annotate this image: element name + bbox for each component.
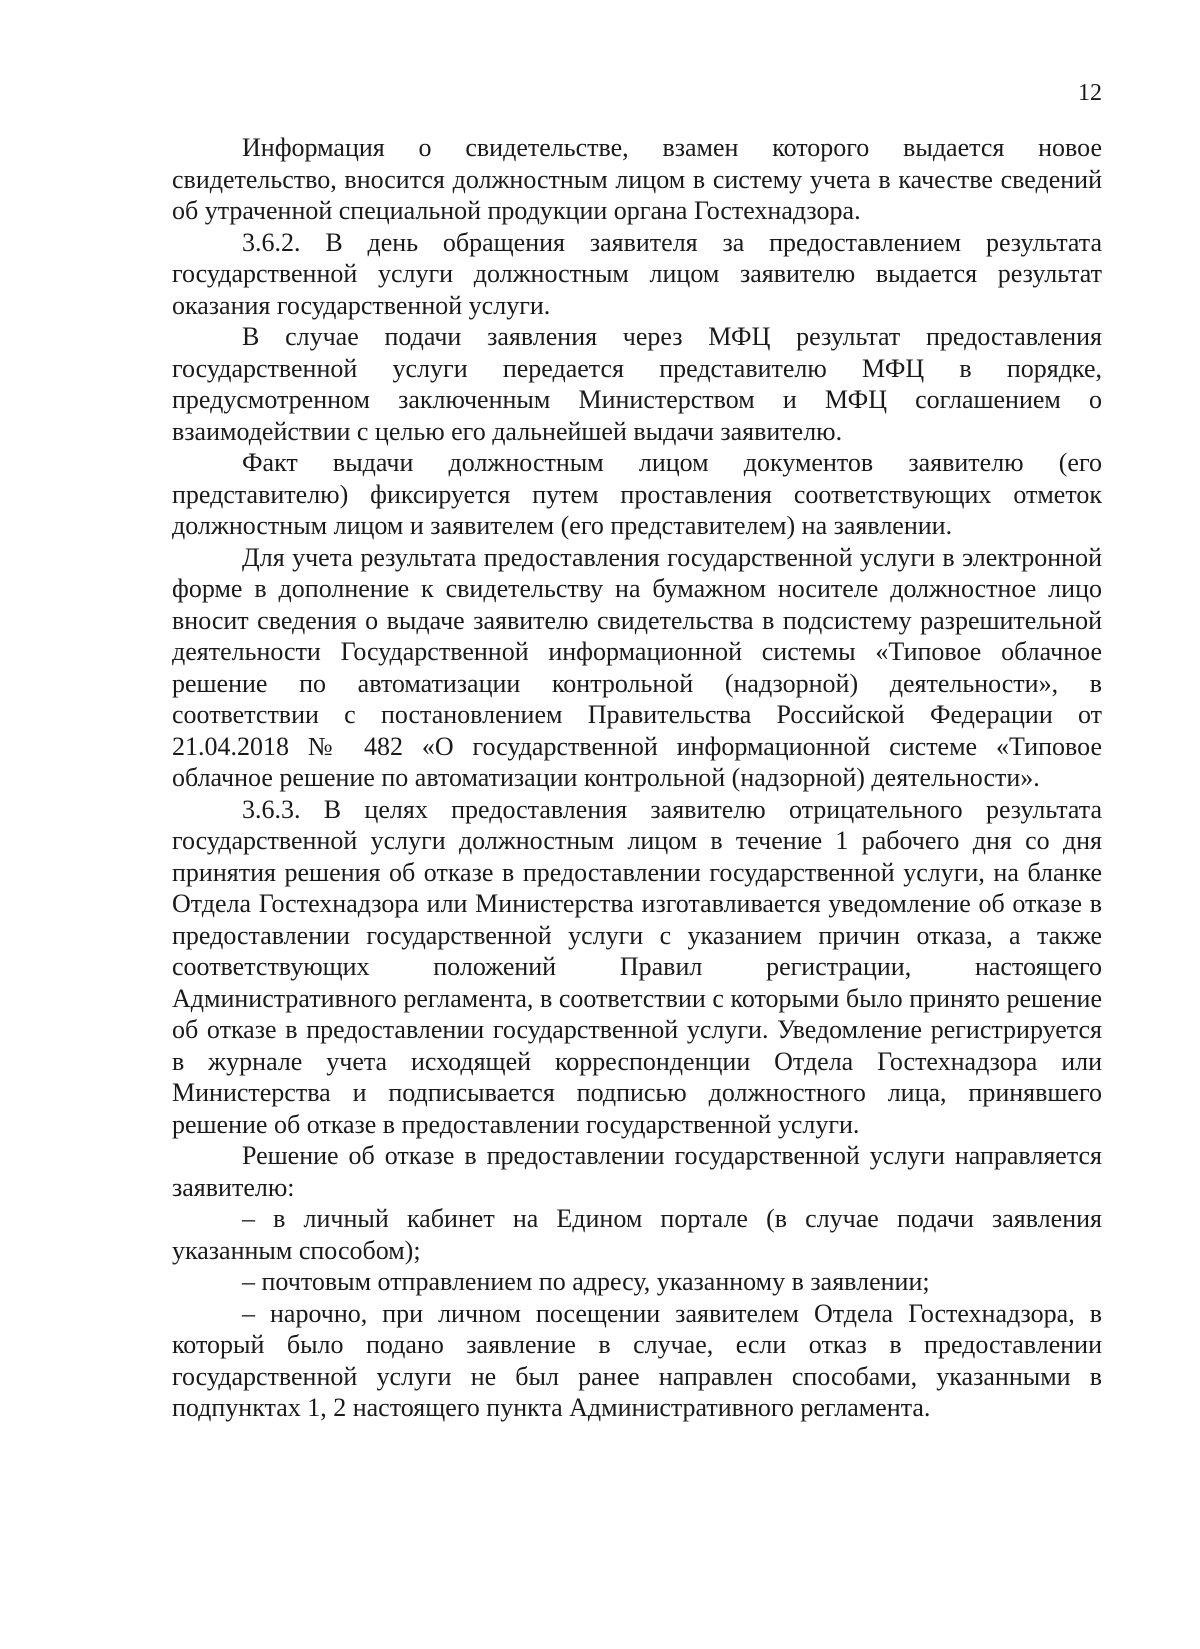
document-body	[172, 132, 1102, 1424]
paragraph-lost-certificate-info: Информация о свидетельстве, взамен которого выдается новое свидетельство, вносится должностным лицом в систему учета в качестве сведений об утраченной специальной продукции органа Гостехнадзора.	[172, 133, 1102, 225]
list-item-postal: – почтовым отправлением по адресу, указанному в заявлении;	[242, 1267, 930, 1296]
paragraph-mfc-submission: В случае подачи заявления через МФЦ результат предоставления государственной услуги передается представителю МФЦ в порядке, предусмотренном заключенным Министерством и МФЦ соглашением о взаимодействии с целью его дальнейшей выдачи заявителю.	[172, 322, 1102, 446]
paragraph-electronic-record: Для учета результата предоставления государственной услуги в электронной форме в дополнение к свидетельству на бумажном носителе должностное лицо вносит сведения о выдаче заявителю свидетельства в подсистему разрешительной деятельности Государственной информационной системы «Типовое облачное решение по автоматизации контрольной (надзорной) деятельности», в соответствии с постановлением Правительства Российской Федерации от 21.04.2018 № 482 «О государственной информационной системе «Типовое облачное решение по автоматизации контрольной (надзорной) деятельности».	[172, 542, 1102, 792]
paragraph-3-6-3: 3.6.3. В целях предоставления заявителю отрицательного результата государственной услуги должностным лицом в течение 1 рабочего дня со дня принятия решения об отказе в предоставлении государственной услуги, на бланке Отдела Гостехнадзора или Министерства изготавливается уведомление об отказе в предоставлении государственной услуги с указанием причин отказа, а также соответствующих положений Правил регистрации, настоящего Административного регламента, в соответствии с которыми было принято решение об отказе в предоставлении государственной услуги. Уведомление регистрируется в журнале учета исходящей корреспонденции Отдела Гостехнадзора или Министерства и подписывается подписью должностного лица, принявшего решение об отказе в предоставлении государственной услуги.	[172, 794, 1102, 1139]
paragraph-3-6-2: 3.6.2. В день обращения заявителя за предоставлением результата государственной услуги должностным лицом заявителю выдается результат оказания государственной услуги.	[172, 227, 1102, 320]
page-number: 12	[1078, 80, 1102, 106]
paragraph-issuance-fact: Факт выдачи должностным лицом документов заявителю (его представителю) фиксируется путем проставления соответствующих отметок должностным лицом и заявителем (его представителем) на заявлении.	[172, 448, 1102, 540]
list-item-in-person: – нарочно, при личном посещении заявителем Отдела Гостехнадзора, в который было подано заявление в случае, если отказ в предоставлении государственной услуги не был ранее направлен способами, указанными в подпунктах 1, 2 настоящего пункта Административного регламента.	[172, 1298, 1102, 1422]
list-item-personal-account: – в личный кабинет на Едином портале (в случае подачи заявления указанным способом);	[172, 1204, 1102, 1265]
paragraph-refusal-sent: Решение об отказе в предоставлении государственной услуги направляется заявителю:	[172, 1141, 1102, 1202]
